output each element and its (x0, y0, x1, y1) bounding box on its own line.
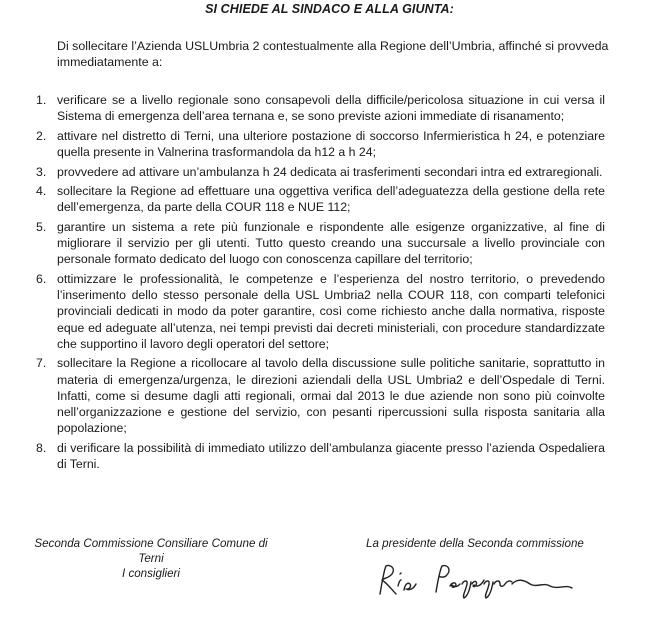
list-item-text: sollecitare la Regione ad effettuare una oggettiva verifica dell’adeguatezza della gestione della rete dell’emergenza, da parte della COUR 118 e NUE 112; (57, 184, 605, 215)
list-item (0, 183, 659, 215)
list-item (0, 92, 659, 124)
president-signature-block (366, 536, 606, 551)
president-title: La presidente della Seconda commissione (366, 537, 584, 550)
intro-paragraph: Di sollecitare l’Azienda USLUmbria 2 contestualmente alla Regione dell’Umbria, affinché si provveda immediatamente a: (57, 39, 609, 70)
list-item-number: 7. (36, 356, 47, 371)
list-item (0, 128, 659, 160)
list-item-text: garantire un sistema a rete più funzionale e rispondente alle esigenze organizzative, al fine di migliorare il servizio per gli utenti. Tutto questo creando una succursale a livello provinciale con personale formato dedicato del luogo con conoscenza capillare del territorio; (57, 219, 605, 267)
list-item-number: 2. (36, 128, 47, 143)
list-item-number: 6. (36, 271, 47, 286)
commission-signature-block (21, 536, 281, 581)
list-item-number: 3. (36, 164, 47, 179)
list-item-text: ottimizzare le professionalità, le competenze e l’esperienza del nostro territorio, o prevedendo l’inserimento dello stesso personale della USL Umbria2 nella COUR 118, con comparti telefonici provinciali dedicati in modo da poter garantire, così come richiesto anche dalla normativa, risposte eque ed adeguate all’utenza, nei tempi previsti dai decreti ministeriali, con procedure standardizzate che supportino il lavoro degli operatori del settore; (57, 271, 605, 351)
list-item (0, 440, 659, 472)
list-item-text: di verificare la possibilità di immediato utilizzo dell’ambulanza giacente presso l’azienda Ospedaliera di Terni. (57, 440, 605, 471)
list-item-number: 5. (36, 219, 47, 234)
handwritten-signature (372, 560, 582, 600)
document-heading: SI CHIEDE AL SINDACO E ALLA GIUNTA: (205, 2, 454, 16)
list-item-text: verificare se a livello regionale sono consapevoli della difficile/pericolosa situazione in cui versa il Sistema di emergenza dell’area ternana e, se sono previste azioni immediate di risanamento; (57, 93, 605, 124)
request-list (0, 92, 659, 476)
list-item (0, 271, 659, 352)
list-item-number: 1. (36, 93, 47, 107)
list-item (0, 355, 659, 436)
list-item-number: 8. (36, 440, 47, 455)
list-item (0, 219, 659, 268)
list-item (0, 164, 659, 180)
list-item-text: attivare nel distretto di Terni, una ulteriore postazione di soccorso Infermieristica h 24, e potenziare quella presente in Valnerina trasformandola da h12 a h 24; (57, 128, 605, 159)
list-item-text: provvedere ad attivare un’ambulanza h 24 dedicata ai trasferimenti secondari intra ed extraregionali. (57, 164, 603, 179)
councillors-label: I consiglieri (122, 567, 180, 580)
list-item-text: sollecitare la Regione a ricollocare al tavolo della discussione sulle politiche sanitarie, soprattutto in materia di emergenza/urgenza, le direzioni aziendali della USL Umbria2 e dell’Ospedale di Terni. Infatti, come si desume dagli atti regionali, ormai dal 2013 le due aziende non sono più coinvolte nell’organizzazione e gestione del servizio, con pesanti ripercussioni sulla risposta sanitaria alla popolazione; (57, 356, 605, 436)
list-item-number: 4. (36, 184, 47, 199)
commission-name: Seconda Commissione Consiliare Comune di Terni (34, 537, 268, 565)
